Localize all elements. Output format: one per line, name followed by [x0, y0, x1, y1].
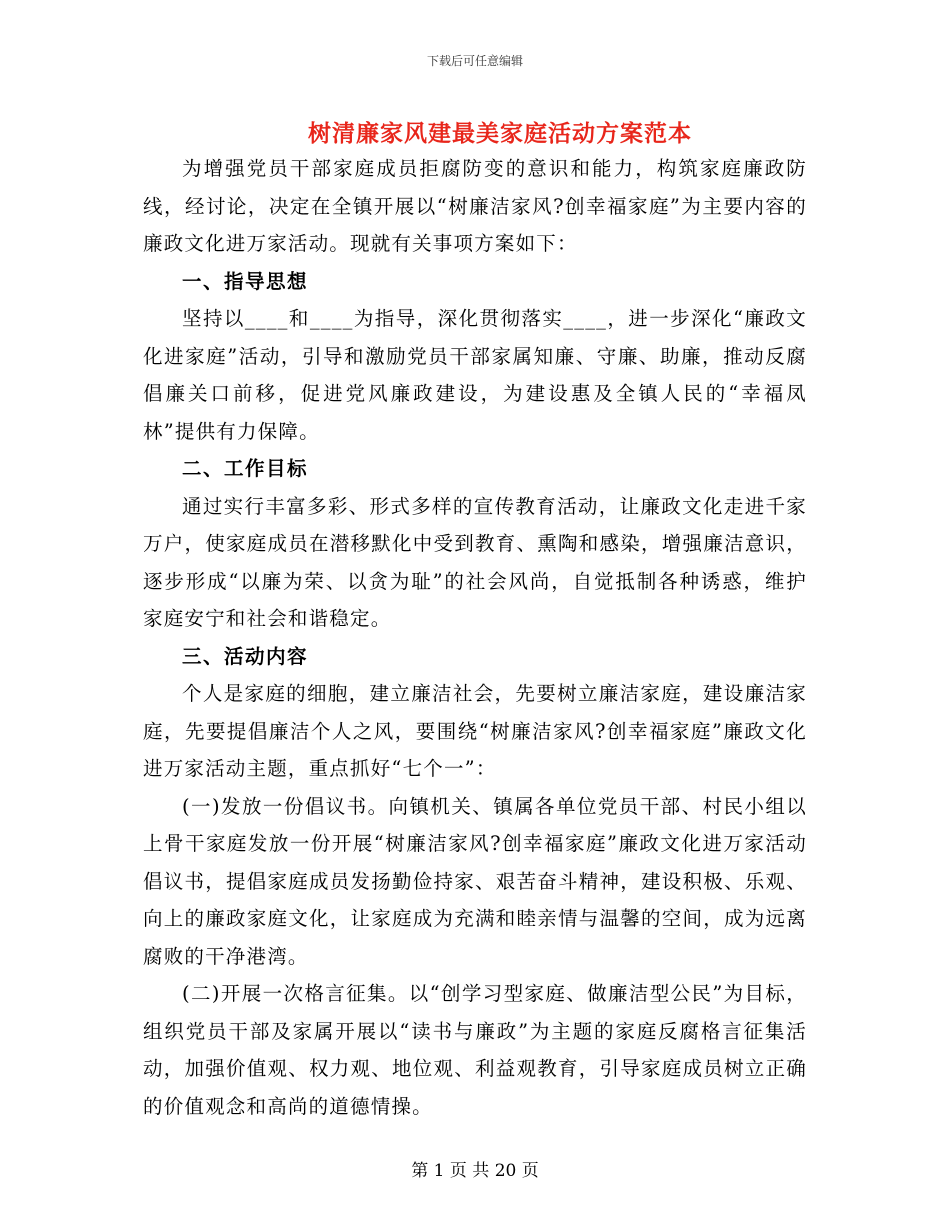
work-goals-paragraph: 通过实行丰富多彩、形式多样的宣传教育活动，让廉政文化走进千家万户，使家庭成员在潜移默化中受到教育、熏陶和感染，增强廉洁意识，逐步形成“以廉为荣、以贪为耻”的社会风尚，自觉抵制各种诱惑，维护家庭安宁和社会和谐稳定。	[143, 494, 807, 630]
activity-item-1-paragraph: (一)发放一份倡议书。向镇机关、镇属各单位党员干部、村民小组以上骨干家庭发放一份开展“树廉洁家风?创幸福家庭”廉政文化进万家活动倡议书，提倡家庭成员发扬勤俭持家、艰苦奋斗精神，建设积极、乐观、向上的廉政家庭文化，让家庭成为充满和睦亲情与温馨的空间，成为远离腐败的干净港湾。	[143, 794, 807, 968]
activity-item-2-paragraph: (二)开展一次格言征集。以“创学习型家庭、做廉洁型公民”为目标，组织党员干部及家属开展以“读书与廉政”为主题的家庭反腐格言征集活动，加强价值观、权力观、地位观、利益观教育，引导家庭成员树立正确的价值观念和高尚的道德情操。	[143, 982, 807, 1118]
intro-paragraph: 为增强党员干部家庭成员拒腐防变的意识和能力，构筑家庭廉政防线，经讨论，决定在全镇开展以“树廉洁家风?创幸福家庭”为主要内容的廉政文化进万家活动。现就有关事项方案如下：	[143, 157, 807, 255]
page-header-note: 下载后可任意编辑	[426, 54, 523, 68]
document-title: 树清廉家风建最美家庭活动方案范本	[308, 120, 692, 147]
section-heading-activity-content: 三、活动内容	[182, 644, 309, 668]
guiding-ideology-paragraph: 坚持以____和____为指导，深化贯彻落实____，进一步深化“廉政文化进家庭”活动，引导和激励党员干部家属知廉、守廉、助廉，推动反腐倡廉关口前移，促进党风廉政建设，为建设惠及全镇人民的“幸福凤林”提供有力保障。	[143, 307, 807, 443]
activity-content-paragraph: 个人是家庭的细胞，建立廉洁社会，先要树立廉洁家庭，建设廉洁家庭，先要提倡廉洁个人之风，要围绕“树廉洁家风?创幸福家庭”廉政文化进万家活动主题，重点抓好“七个一”：	[143, 682, 807, 780]
section-heading-guiding-ideology: 一、指导思想	[182, 269, 309, 293]
document-body	[143, 150, 807, 1125]
section-heading-work-goals: 二、工作目标	[182, 457, 309, 480]
page-number-footer: 第 1 页 共 20 页	[411, 1161, 539, 1181]
